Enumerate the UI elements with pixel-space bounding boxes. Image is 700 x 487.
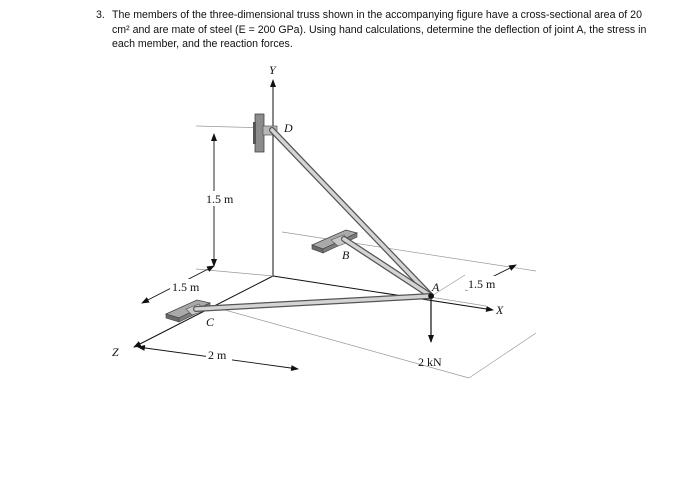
joint-label-d: D	[284, 121, 293, 135]
dim-label-height: 1.5 m	[206, 192, 234, 206]
load-label: 2 kN	[418, 355, 442, 369]
dim-label-z-left: 1.5 m	[172, 280, 200, 294]
problem-number: 3.	[96, 9, 105, 21]
member-ac-fill	[196, 296, 431, 309]
axis-label-z: Z	[112, 345, 119, 359]
joint-a-dot	[428, 293, 434, 299]
joint-label-b: B	[342, 248, 350, 262]
dim-label-depth: 2 m	[208, 348, 227, 362]
dimension-lines	[138, 134, 516, 369]
axis-label-y: Y	[269, 63, 276, 77]
member-ad-fill	[272, 130, 431, 296]
joint-label-a: A	[432, 280, 440, 294]
joint-label-c: C	[206, 315, 215, 329]
problem-text: The members of the three-dimensional truss shown in the accompanying figure have a cross-sectional area of 20 cm² and are mate of steel (E = 200 GPa). Using hand calculations, determine the deflection of joint A, the stress in each member, and the reaction forces.	[112, 9, 647, 50]
dim-label-x-right: 1.5 m	[468, 277, 496, 291]
axis-label-x: X	[496, 303, 504, 317]
